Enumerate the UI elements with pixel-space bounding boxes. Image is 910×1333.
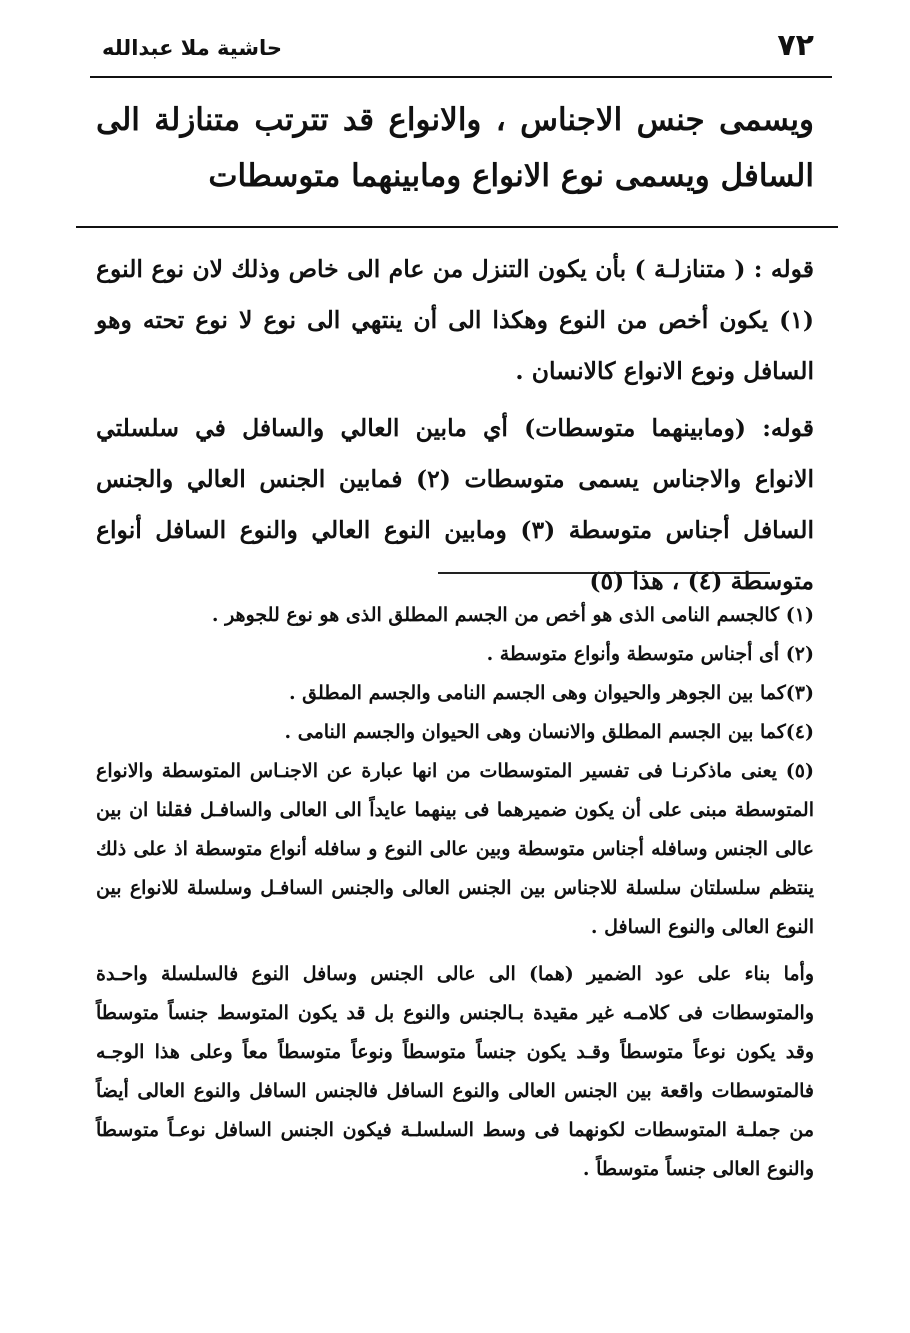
page-number: ٧٢	[777, 28, 814, 63]
footnote-separator	[438, 572, 770, 574]
commentary-rule	[76, 226, 838, 228]
footnote-1: (١) كالجسم النامى الذى هو أخص من الجسم المطلق الذى هو نوع للجوهر .	[211, 604, 814, 626]
commentary-paragraph: قوله : ( متنازلـة ) بأن يكون التنزل من عام الى خاص وذلك لان نوع النوع (١) يكون أخص من النوع وهكذا الى أن ينتهي الى نوع لا نوع تحته وهو السافل ونوع الانواع كالانسان .	[96, 255, 814, 385]
header-rule	[90, 76, 832, 78]
footnote-5-continuation: وأما بناء على عود الضمير (هما) الى عالى الجنس وسافل النوع فالسلسلة واحـدة والمتوسطات فى كلامـه غير مقيدة بـالجنس والنوع بل قد يكون المتوسط جنساً متوسطاً وقد يكون نوعاً متوسطاً وقـد يكون جنساً متوسطاً ونوعاً متوسطاً معاً وعلى هذا الوجـه فالمتوسطات واقعة بين الجنس العالى والنوع السافل فالجنس السافل والنوع العالى أيضاً من جملـة المتوسطات لكونهما فى وسط السلسلـة فيكون الجنس السافل نوعـاً متوسطاً والنوع العالى جنساً متوسطاً .	[96, 963, 814, 1180]
footnote-2: (٢) أى أجناس متوسطة وأنواع متوسطة .	[486, 643, 814, 665]
commentary	[96, 244, 814, 613]
main-text-paragraph: ويسمى جنس الاجناس ، والانواع قد تترتب متنازلة الى السافل ويسمى نوع الانواع ومابينهما متوسطات	[96, 102, 814, 194]
running-header	[90, 26, 814, 70]
footnotes	[96, 596, 814, 1189]
main-text	[96, 92, 814, 204]
footnote-5: (٥) يعنى ماذكرنـا فى تفسير المتوسطات من انها عبارة عن الاجنـاس المتوسطة والانواع المتوسطة مبنى على أن يكون ضميرهما فى بينهما عايداً الى العالى والسافـل فقلنا ان بين عالى الجنس وسافله أجناس متوسطة وبين عالى النوع و سافله أنواع متوسطة اذ على ذلك ينتظم سلسلتان سلسلة للاجناس بين الجنس العالى والجنس السافـل وسلسلة للانواع بين النوع العالى والنوع السافل .	[96, 760, 814, 938]
running-title: حاشية ملا عبدالله	[102, 36, 282, 60]
footnote-4: (٤)كما بين الجسم المطلق والانسان وهى الحيوان والجسم النامى .	[284, 721, 814, 743]
commentary-paragraph: قوله: (ومابينهما متوسطات) أي مابين العالي والسافل في سلسلتي الانواع والاجناس يسمى متوسطات (٢) فمابين الجنس العالي والجنس السافل أجناس متوسطة (٣) ومابين النوع العالي والنوع السافل أنواع متوسطة (٤) ، هذا (٥)	[96, 414, 815, 595]
footnote-3: (٣)كما بين الجوهر والحيوان وهى الجسم النامى والجسم المطلق .	[288, 682, 814, 704]
